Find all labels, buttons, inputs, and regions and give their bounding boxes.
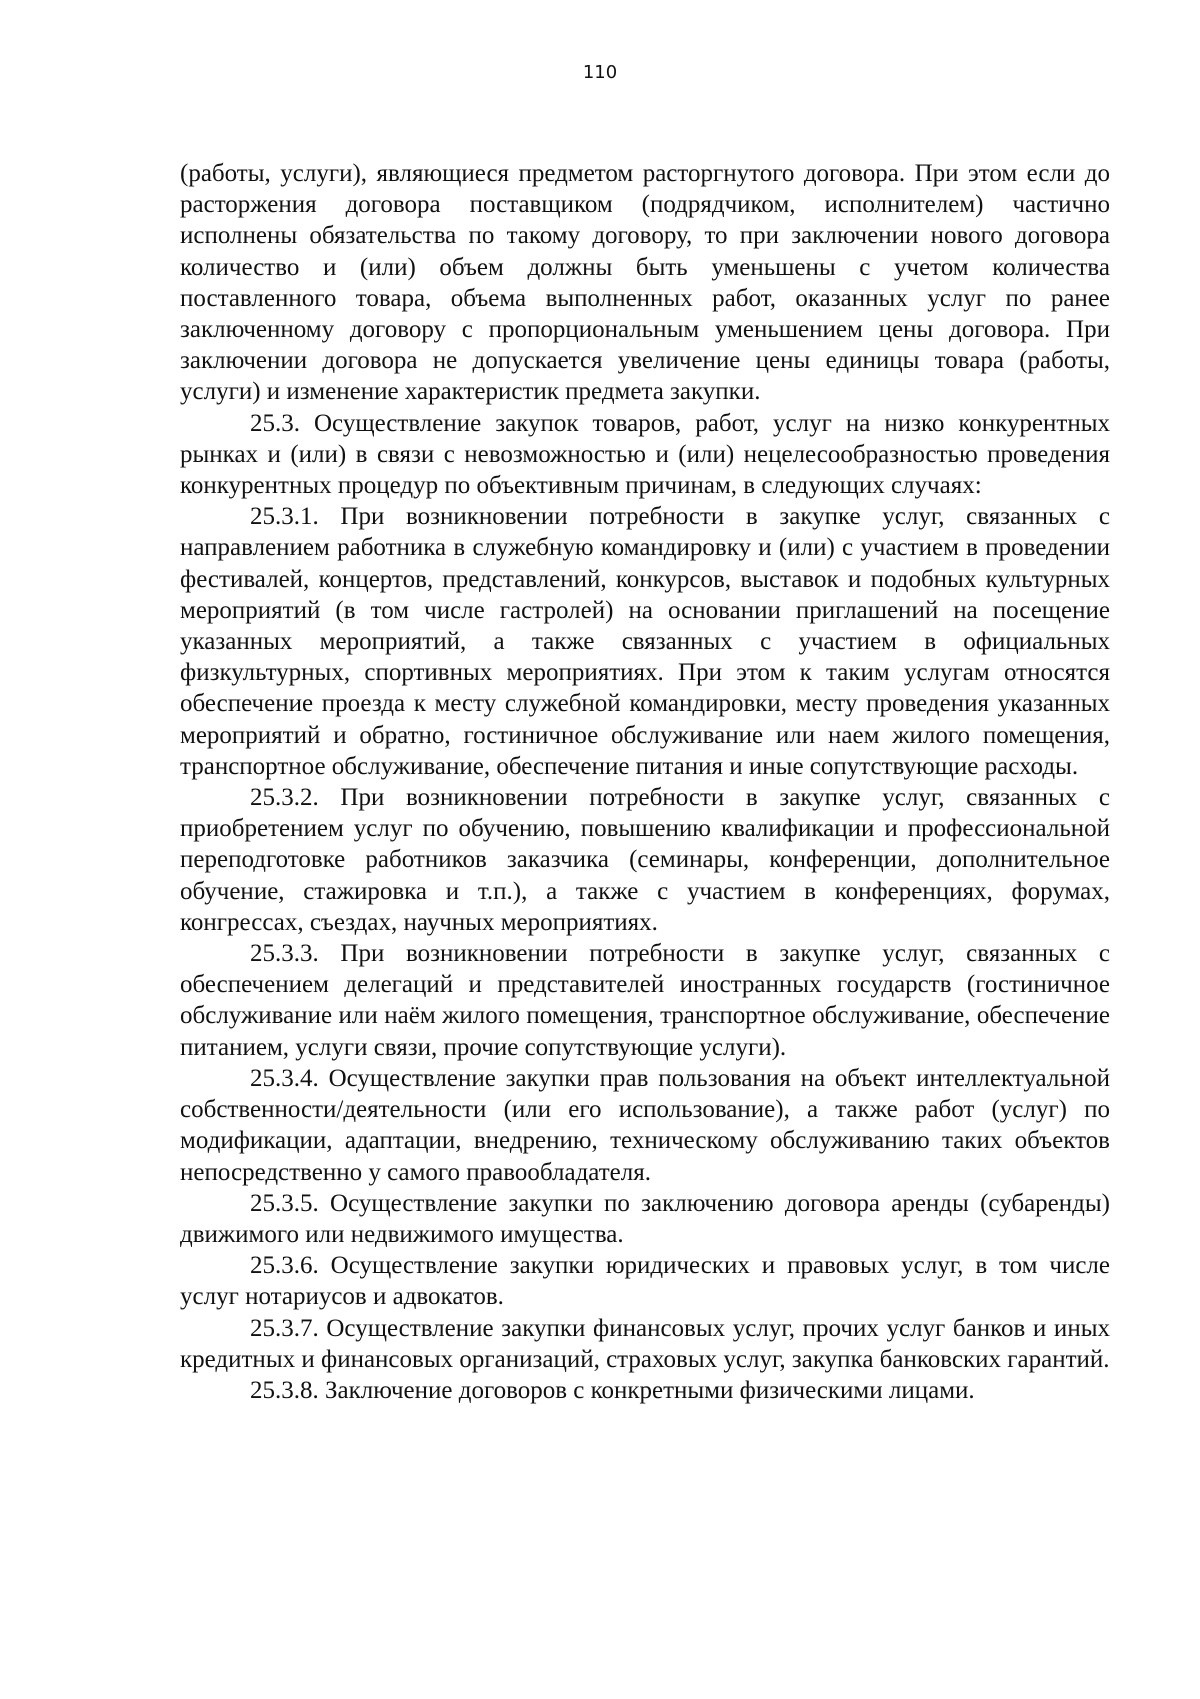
paragraph-25-3-6: 25.3.6. Осуществление закупки юридических и правовых услуг, в том числе услуг нотариусов и адвокатов. bbox=[180, 1252, 1110, 1311]
paragraph-25-3-8: 25.3.8. Заключение договоров с конкретными физическими лицами. bbox=[250, 1376, 975, 1404]
paragraph-25-3-5: 25.3.5. Осуществление закупки по заключению договора аренды (субаренды) движимого или недвижимого имущества. bbox=[180, 1189, 1110, 1248]
page-number: 110 bbox=[582, 62, 618, 83]
paragraph-continuation: (работы, услуги), являющиеся предметом расторгнутого договора. При этом если до расторжения договора поставщиком (подрядчиком, исполнителем) частично исполнены обязательства по такому договору, то при заключении нового договора количество и (или) объем должны быть уменьшены с учетом количества поставленного товара, объема выполненных работ, оказанных услуг по ранее заключенному договору с пропорциональным уменьшением цены договора. При заключении договора не допускается увеличение цены единицы товара (работы, услуги) и изменение характеристик предмета закупки. bbox=[180, 160, 1110, 406]
body-text bbox=[180, 158, 1110, 1406]
paragraph-25-3-7: 25.3.7. Осуществление закупки финансовых услуг, прочих услуг банков и иных кредитных и финансовых организаций, страховых услуг, закупка банковских гарантий. bbox=[180, 1314, 1110, 1373]
paragraph-25-3-2: 25.3.2. При возникновении потребности в закупке услуг, связанных с приобретением услуг по обучению, повышению квалификации и профессиональной переподготовке работников заказчика (семинары, конференции, дополнительное обучение, стажировка и т.п.), а также с участием в конференциях, форумах, конгрессах, съездах, научных мероприятиях. bbox=[180, 784, 1110, 936]
paragraph-25-3-3: 25.3.3. При возникновении потребности в закупке услуг, связанных с обеспечением делегаций и представителей иностранных государств (гостиничное обслуживание или наём жилого помещения, транспортное обслуживание, обеспечение питанием, услуги связи, прочие сопутствующие услуги). bbox=[180, 940, 1110, 1061]
paragraph-25-3: 25.3. Осуществление закупок товаров, работ, услуг на низко конкурентных рынках и (или) в связи с невозможностью и (или) нецелесообразностью проведения конкурентных процедур по объективным причинам, в следующих случаях: bbox=[180, 409, 1110, 500]
paragraph-25-3-1: 25.3.1. При возникновении потребности в закупке услуг, связанных с направлением работника в служебную командировку и (или) с участием в проведении фестивалей, концертов, представлений, конкурсов, выставок и подобных культурных мероприятий (в том числе гастролей) на основании приглашений на посещение указанных мероприятий, а также связанных с участием в официальных физкультурных, спортивных мероприятиях. При этом к таким услугам относятся обеспечение проезда к месту служебной командировки, месту проведения указанных мероприятий и обратно, гостиничное обслуживание или наем жилого помещения, транспортное обслуживание, обеспечение питания и иные сопутствующие расходы. bbox=[180, 503, 1110, 780]
paragraph-25-3-4: 25.3.4. Осуществление закупки прав пользования на объект интеллектуальной собственности/деятельности (или его использование), а также работ (услуг) по модификации, адаптации, внедрению, техническому обслуживанию таких объектов непосредственно у самого правообладателя. bbox=[180, 1064, 1110, 1186]
